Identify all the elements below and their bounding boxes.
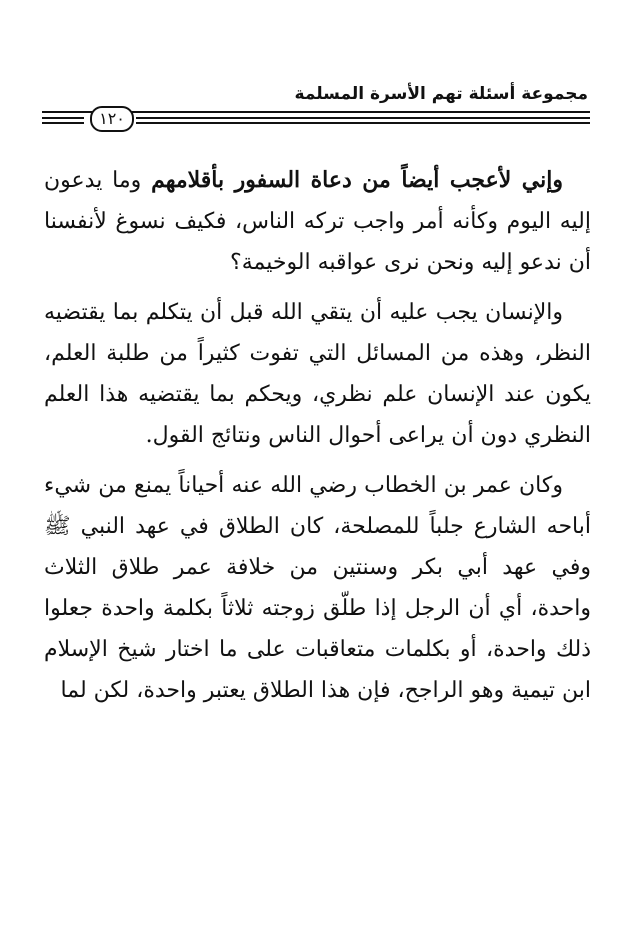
paragraph-1 [44, 160, 591, 283]
book-title: مجموعة أسئلة تهم الأسرة المسلمة [294, 84, 588, 104]
page-number: ١٢٠ [90, 106, 134, 132]
page-header [40, 84, 592, 134]
paragraph-1-text: وما يدعون إليه اليوم وكأنه أمر واجب تركه الناس، فكيف نسوغ لأنفسنا أن ندعو إليه ونحن نرى عواقبه الوخيمة؟ [44, 168, 591, 275]
paragraph-1-bold-lead: وإني لأعجب أيضاً من دعاة السفور بأقلامهم [151, 167, 563, 193]
page-body [44, 160, 591, 711]
header-double-rule-right [136, 117, 590, 126]
paragraph-3: وكان عمر بن الخطاب رضي الله عنه أحياناً يمنع من شيء أباحه الشارع جلباً للمصلحة، كان الطلاق في عهد النبي ﷺ وفي عهد أبي بكر وسنتين من خلافة عمر طلاق الثلاث واحدة، أي أن الرجل إذا طلّق زوجته ثلاثاً بكلمة واحدة جعلوا ذلك واحدة، أو بكلمات متعاقبات على ما اختار شيخ الإسلام ابن تيمية وهو الراجح، فإن هذا الطلاق يعتبر واحدة، لكن لما [44, 473, 591, 703]
header-double-rule-left [42, 117, 84, 126]
paragraph-2: والإنسان يجب عليه أن يتقي الله قبل أن يتكلم بما يقتضيه النظر، وهذه من المسائل التي تفوت كثيراً من طلبة العلم، يكون عند الإنسان علم نظري، ويحكم بما يقتضيه هذا العلم النظري دون أن يراعى أحوال الناس ونتائج القول. [44, 300, 591, 448]
